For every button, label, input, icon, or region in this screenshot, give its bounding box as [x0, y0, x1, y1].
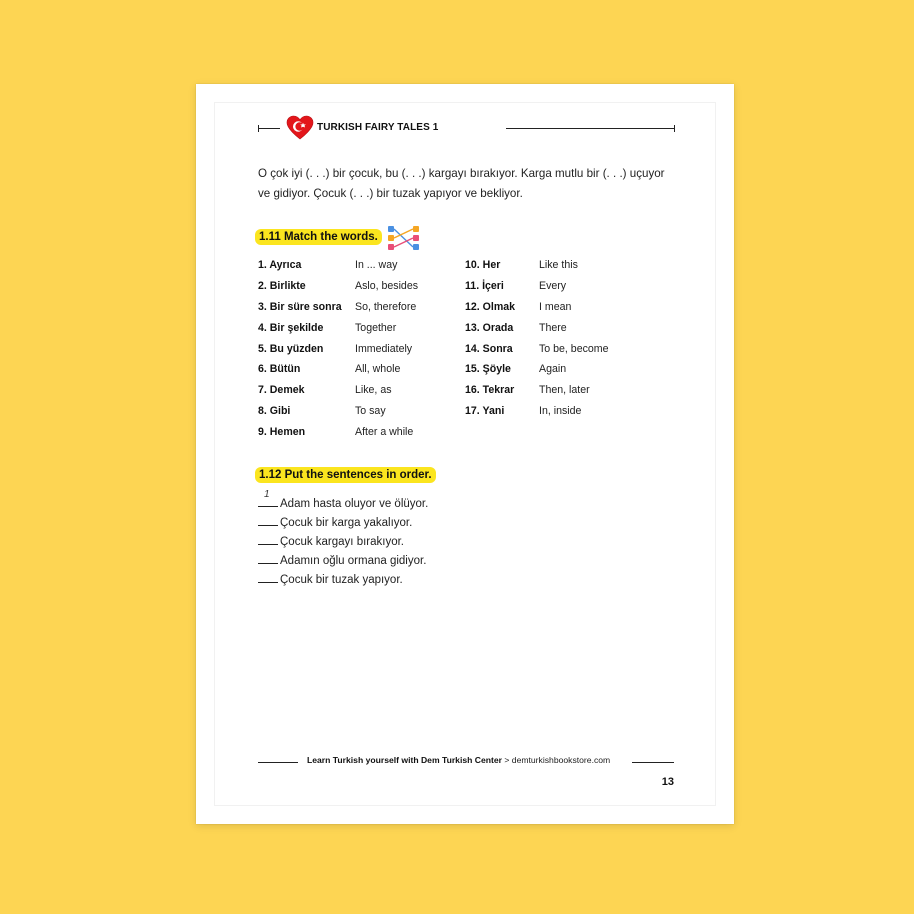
match-meaning: In ... way	[355, 259, 398, 271]
match-word: 4. Bir şekilde	[258, 321, 324, 334]
sentence-text: Adam hasta oluyor ve ölüyor.	[280, 498, 429, 510]
order-section-title: 1.12 Put the sentences in order.	[255, 467, 436, 483]
order-sentence	[258, 532, 428, 551]
header-rule-tick	[674, 125, 675, 132]
match-word: 2. Birlikte	[258, 279, 306, 292]
match-word: 11. İçeri	[465, 279, 504, 292]
match-meaning: Again	[539, 363, 567, 376]
header-title: TURKISH FAIRY TALES 1	[317, 122, 439, 133]
order-sentence	[258, 489, 429, 513]
match-meaning: After a while	[355, 426, 414, 439]
match-word: 3. Bir süre sonra	[258, 300, 342, 313]
page-footer	[258, 752, 676, 772]
footer-rule-left	[258, 762, 298, 763]
footer-separator: >	[502, 755, 512, 765]
match-word: 7. Demek	[258, 384, 305, 397]
match-meaning: Immediately	[355, 342, 413, 355]
footer-text	[307, 755, 610, 765]
intro-paragraph: O çok iyi (. . .) bir çocuk, bu (. . .) kargayı bırakıyor. Karga mutlu bir (. . .) uçuyor ve gidiyor. Çocuk (. . .) bir tuzak yapıyor ve bekliyor.	[258, 167, 665, 200]
matching-exercise-icon	[387, 224, 421, 254]
footer-website-link[interactable]: demturkishbookstore.com	[511, 755, 611, 765]
match-meaning: So, therefore	[355, 300, 417, 313]
header-rule-tick	[258, 125, 259, 132]
match-meaning: All, whole	[355, 363, 401, 376]
match-word: 9. Hemen	[258, 426, 306, 439]
match-meaning: To be, become	[539, 342, 609, 355]
sentence-text: Çocuk kargayı bırakıyor.	[280, 536, 404, 548]
match-section-title: 1.11 Match the words.	[255, 229, 382, 245]
match-word: 1. Ayrıca	[258, 259, 302, 271]
answer-blank[interactable]	[258, 532, 278, 545]
match-word: 5. Bu yüzden	[258, 342, 324, 355]
match-word: 8. Gibi	[258, 405, 291, 418]
sentence-text: Çocuk bir tuzak yapıyor.	[280, 574, 403, 586]
match-meaning: Together	[355, 321, 397, 334]
match-meaning: Every	[539, 279, 567, 292]
match-meaning: Like this	[539, 259, 578, 271]
book-page	[196, 84, 734, 824]
match-right-meanings	[539, 255, 609, 422]
match-word: 13. Orada	[465, 321, 514, 334]
match-left-meanings	[355, 255, 418, 443]
answer-blank[interactable]	[258, 551, 278, 564]
match-word: 17. Yani	[465, 405, 505, 418]
match-meaning: In, inside	[539, 405, 582, 418]
match-word: 10. Her	[465, 259, 501, 271]
match-word: 12. Olmak	[465, 300, 516, 313]
answer-blank[interactable]	[258, 489, 278, 507]
footer-tagline: Learn Turkish yourself with Dem Turkish Center	[307, 755, 502, 765]
match-left-words	[258, 255, 342, 443]
match-meaning: To say	[355, 405, 386, 418]
match-word: 14. Sonra	[465, 342, 513, 355]
match-meaning: There	[539, 321, 567, 334]
answer-blank[interactable]	[258, 570, 278, 583]
order-sentence	[258, 570, 428, 589]
header-rule-left	[258, 128, 280, 129]
match-right-words	[465, 255, 515, 422]
match-meaning: Then, later	[539, 384, 590, 397]
order-sentence-list	[258, 489, 429, 589]
answer-number: 1	[264, 489, 270, 500]
turkish-flag-heart-icon	[286, 115, 314, 141]
order-sentence	[258, 551, 428, 570]
match-meaning: Like, as	[355, 384, 392, 397]
match-meaning: I mean	[539, 300, 572, 313]
page-frame	[214, 102, 716, 806]
order-sentence	[258, 513, 428, 532]
page-number: 13	[661, 776, 674, 788]
sentence-text: Çocuk bir karga yakalıyor.	[280, 517, 413, 529]
footer-rule-right	[632, 762, 674, 763]
answer-blank[interactable]	[258, 513, 278, 526]
match-meaning: Aslo, besides	[355, 279, 419, 292]
match-word: 6. Bütün	[258, 363, 301, 376]
match-word: 15. Şöyle	[465, 363, 511, 376]
match-word: 16. Tekrar	[465, 384, 515, 397]
header-rule-right	[506, 128, 674, 129]
sentence-text: Adamın oğlu ormana gidiyor.	[280, 555, 427, 567]
page-header	[258, 116, 676, 140]
